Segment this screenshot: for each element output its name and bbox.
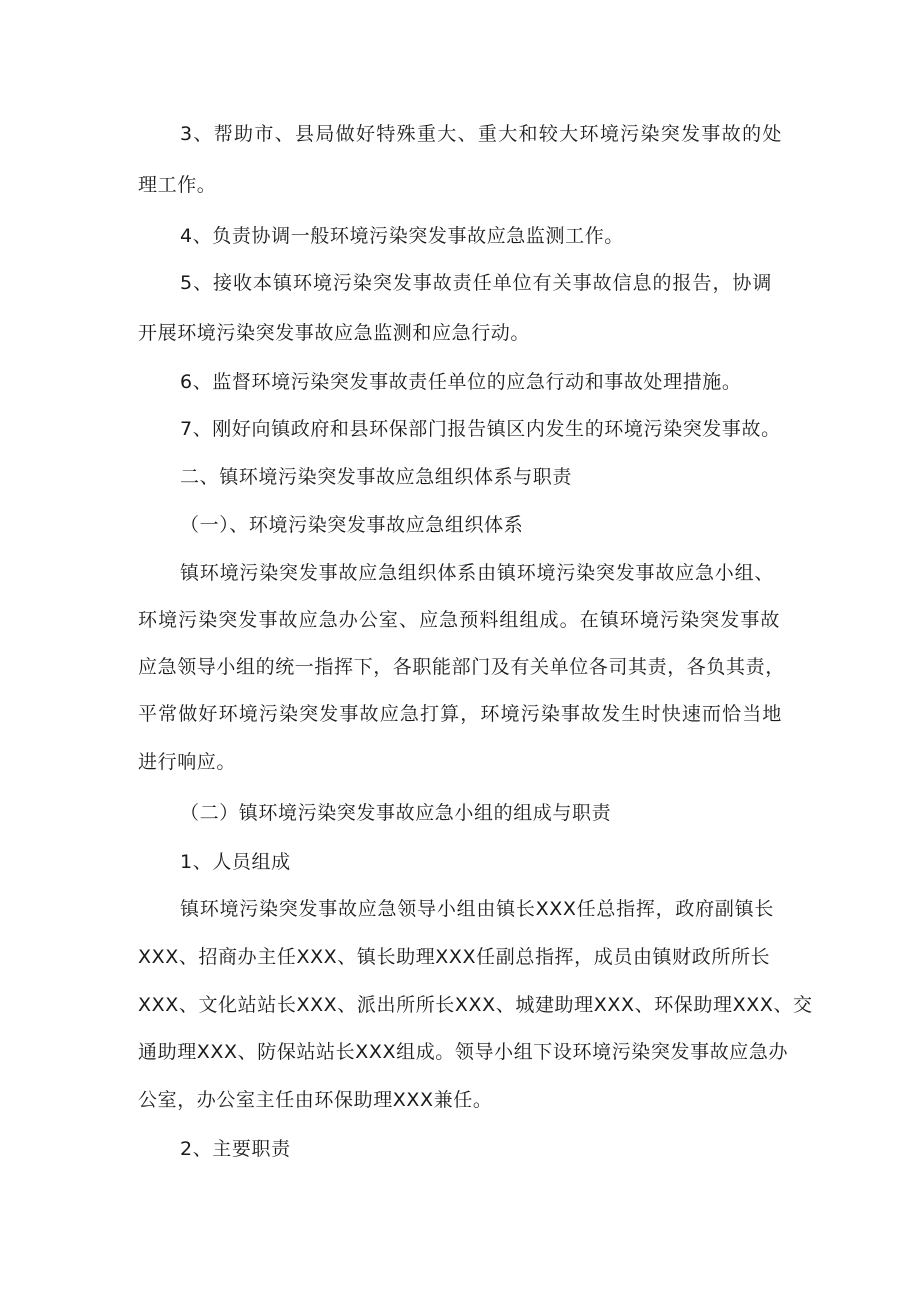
para-org-line-5: 进行响应。 [138,751,237,773]
item-4: 4、负责协调一般环境污染突发事故应急监测工作。 [180,225,624,247]
para-personnel-line-1: 镇环境污染突发事故应急领导小组由镇长XXX任总指挥，政府副镇长 [180,898,774,920]
personnel-heading: 1、人员组成 [180,851,291,873]
para-personnel-line-3: XXX、文化站站长XXX、派出所所长XXX、城建助理XXX、环保助理XXX、交 [138,994,813,1016]
section-heading-2: 二、镇环境污染突发事故应急组织体系与职责 [180,466,573,488]
item-5-line-2: 开展环境污染突发事故应急监测和应急行动。 [138,322,531,344]
para-org-line-1: 镇环境污染突发事故应急组织体系由镇环境污染突发事故应急小组、 [180,562,774,584]
para-personnel-line-5: 公室，办公室主任由环保助理XXX兼任。 [138,1089,493,1111]
item-6: 6、监督环境污染突发事故责任单位的应急行动和事故处理措施。 [180,371,742,393]
subsection-heading-2: （二）镇环境污染突发事故应急小组的组成与职责 [180,802,612,824]
subsection-heading-1: （一）、环境污染突发事故应急组织体系 [180,514,524,536]
para-org-line-3: 应急领导小组的统一指挥下，各职能部门及有关单位各司其责，各负其责， [138,656,785,678]
para-personnel-line-2: XXX、招商办主任XXX、镇长助理XXX任副总指挥，成员由镇财政所所长 [138,946,771,968]
para-org-line-4: 平常做好环境污染突发事故应急打算，环境污染事故发生时快速而恰当地 [138,703,782,725]
item-5-line-1: 5、接收本镇环境污染突发事故责任单位有关事故信息的报告，协调 [180,272,772,294]
para-personnel-line-4: 通助理XXX、防保站站长XXX组成。领导小组下设环境污染突发事故应急办 [138,1041,789,1063]
item-3-line-2: 理工作。 [138,174,217,196]
para-org-line-2: 环境污染突发事故应急办公室、应急预料组组成。在镇环境污染突发事故 [138,609,780,631]
item-7: 7、刚好向镇政府和县环保部门报告镇区内发生的环境污染突发事故。 [180,418,781,440]
duties-heading: 2、主要职责 [180,1138,291,1160]
item-3-line-1: 3、帮助市、县局做好特殊重大、重大和较大环境污染突发事故的处 [180,123,782,145]
